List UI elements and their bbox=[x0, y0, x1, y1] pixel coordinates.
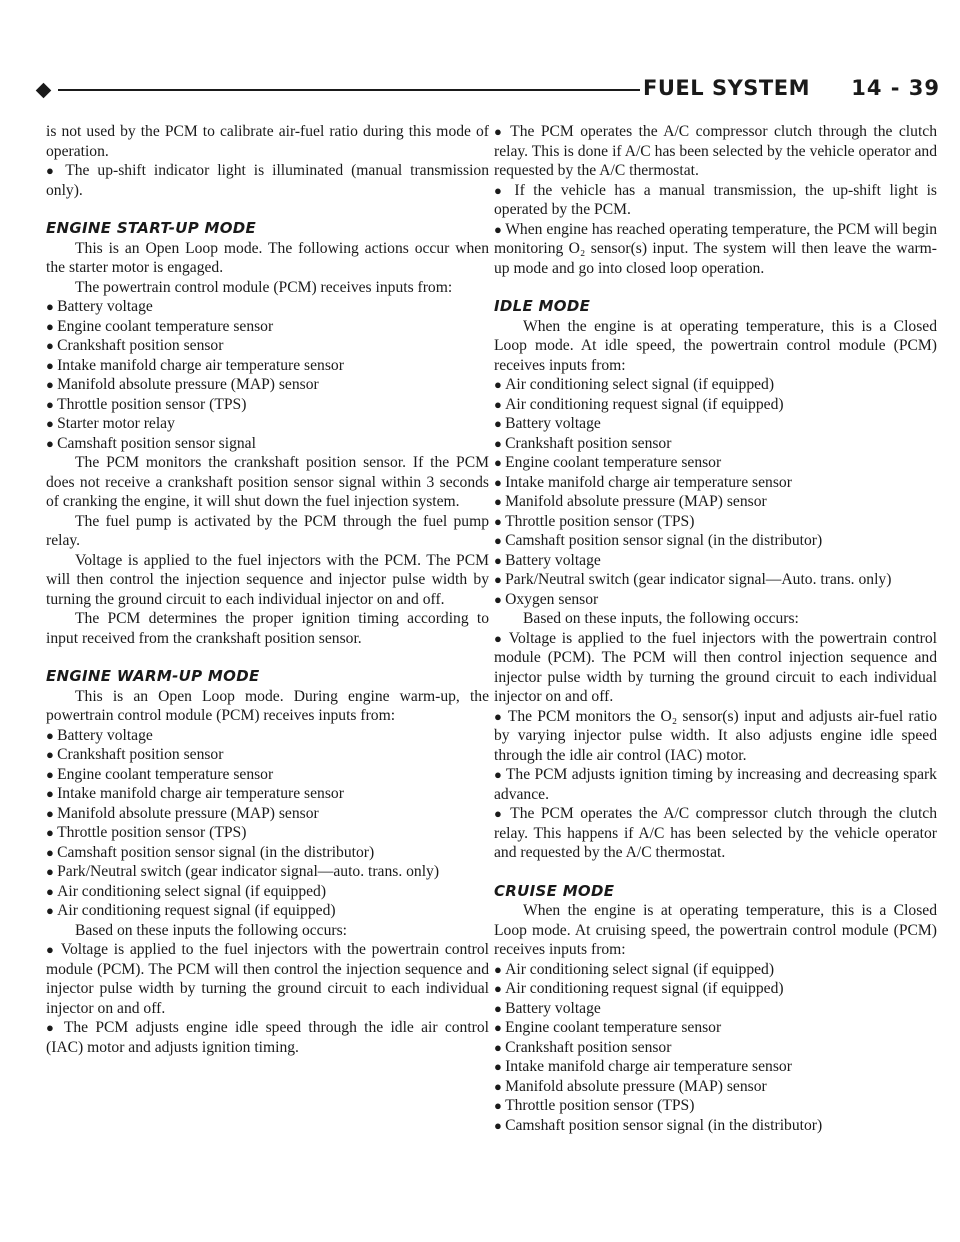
bullet-item: ● Engine coolant temperature sensor bbox=[494, 1018, 937, 1038]
bullet-item: ● Intake manifold charge air temperature sensor bbox=[46, 356, 489, 376]
bullet-item: ● Crankshaft position sensor bbox=[46, 745, 489, 765]
paragraph: When the engine is at operating temperature, this is a Closed Loop mode. At cruising speed, the powertrain control module (PCM) receives inputs from: bbox=[494, 902, 937, 958]
bullet-item: ● Oxygen sensor bbox=[494, 590, 937, 610]
bullet-item: ● Voltage is applied to the fuel injectors with the powertrain control module (PCM). The PCM will then control the injection sequence and injector pulse width by turning the ground circuit to each individual injector on and off. bbox=[46, 940, 489, 1018]
bullet-item: ● Manifold absolute pressure (MAP) sensor bbox=[46, 804, 489, 824]
bullet-item: ● Park/Neutral switch (gear indicator signal—Auto. trans. only) bbox=[494, 570, 937, 590]
paragraph: The PCM determines the proper ignition timing according to input received from the crankshaft position sensor. bbox=[46, 610, 489, 647]
bullet-item: ● Camshaft position sensor signal (in the distributor) bbox=[46, 843, 489, 863]
bullet-item: ● The PCM operates the A/C compressor clutch through the clutch relay. This is done if A/C has been selected by the vehicle operator and requested by the A/C thermostat. bbox=[494, 122, 937, 181]
bullet-item: ● Manifold absolute pressure (MAP) sensor bbox=[494, 492, 937, 512]
bullet-item: ● Battery voltage bbox=[46, 297, 489, 317]
paragraph: The powertrain control module (PCM) receives inputs from: bbox=[75, 278, 453, 296]
bullet-item: ● Engine coolant temperature sensor bbox=[46, 765, 489, 785]
bullet-item: ● Starter motor relay bbox=[46, 414, 489, 434]
paragraph: When the engine is at operating temperature, this is a Closed Loop mode. At idle speed, the powertrain control module (PCM) receives inputs from: bbox=[494, 317, 937, 374]
bullet-item: ● Manifold absolute pressure (MAP) sensor bbox=[494, 1077, 937, 1097]
bullet-item: ● Throttle position sensor (TPS) bbox=[46, 395, 489, 415]
paragraph: Based on these inputs the following occurs: bbox=[75, 921, 347, 939]
bullet-item: ● Crankshaft position sensor bbox=[494, 1038, 937, 1058]
bullet-item: ● Throttle position sensor (TPS) bbox=[46, 823, 489, 843]
bullet-item: ● Battery voltage bbox=[494, 414, 937, 434]
bullet-item: ● Air conditioning request signal (if equipped) bbox=[494, 395, 937, 415]
page-number: 14 - 39 bbox=[851, 76, 940, 100]
bullet-item: ● Battery voltage bbox=[46, 726, 489, 746]
bullet-item: ● The PCM monitors the O₂ sensor(s) input and adjusts air-fuel ratio by varying injector pulse width. It also adjusts engine idle speed through the idle air control (IAC) motor. bbox=[494, 707, 937, 766]
bullet-item: ● The PCM adjusts ignition timing by increasing and decreasing spark advance. bbox=[494, 765, 937, 804]
bullet-item: ● Camshaft position sensor signal (in the distributor) bbox=[494, 531, 937, 551]
bullet-item: ● Battery voltage bbox=[494, 999, 937, 1019]
paragraph: This is an Open Loop mode. During engine warm-up, the powertrain control module (PCM) receives inputs from: bbox=[46, 687, 489, 724]
paragraph: Voltage is applied to the fuel injectors with the PCM. The PCM will then control the injection sequence and injector pulse width by turning the ground circuit to each individual injector on and off. bbox=[46, 551, 489, 608]
bullet-item: ● Engine coolant temperature sensor bbox=[494, 453, 937, 473]
paragraph: is not used by the PCM to calibrate air-fuel ratio during this mode of operation. bbox=[46, 123, 489, 160]
bullet-item: ● Manifold absolute pressure (MAP) sensor bbox=[46, 375, 489, 395]
paragraph: The PCM monitors the crankshaft position sensor. If the PCM does not receive a crankshaft position sensor signal within 3 seconds of cranking the engine, it will shut down the fuel injection system. bbox=[46, 454, 489, 510]
bullet-item: ● Air conditioning select signal (if equipped) bbox=[46, 882, 489, 902]
page-header bbox=[38, 76, 940, 110]
section-heading-warmup: ENGINE WARM-UP MODE bbox=[46, 667, 260, 685]
bullet-item: ● Throttle position sensor (TPS) bbox=[494, 1096, 937, 1116]
bullet-item: ● Engine coolant temperature sensor bbox=[46, 317, 489, 337]
section-heading-cruise: CRUISE MODE bbox=[494, 881, 615, 900]
bullet-item: ● The PCM adjusts engine idle speed through the idle air control (IAC) motor and adjusts ignition timing. bbox=[46, 1018, 489, 1057]
bullet-item: ● Air conditioning select signal (if equipped) bbox=[494, 375, 937, 395]
bullet-item: ● Intake manifold charge air temperature sensor bbox=[494, 1057, 937, 1077]
bullet-item: ● Crankshaft position sensor bbox=[46, 336, 489, 356]
section-title: FUEL SYSTEM bbox=[643, 76, 810, 100]
bullet-item: ● Air conditioning request signal (if equipped) bbox=[46, 901, 489, 921]
diamond-bullet-icon bbox=[36, 83, 52, 99]
bullet-item: ● When engine has reached operating temperature, the PCM will begin monitoring O₂ sensor(s) input. The system will then leave the warm-up mode and go into closed loop operation. bbox=[494, 220, 937, 279]
left-column bbox=[46, 122, 489, 1057]
bullet-item: ● The up-shift indicator light is illuminated (manual transmission only). bbox=[46, 161, 489, 200]
paragraph: This is an Open Loop mode. The following actions occur when the starter motor is engaged. bbox=[46, 239, 489, 276]
bullet-item: ● If the vehicle has a manual transmission, the up-shift light is operated by the PCM. bbox=[494, 181, 937, 220]
paragraph: The fuel pump is activated by the PCM through the fuel pump relay. bbox=[46, 512, 489, 549]
bullet-item: ● Intake manifold charge air temperature sensor bbox=[494, 473, 937, 493]
bullet-item: ● Crankshaft position sensor bbox=[494, 434, 937, 454]
bullet-item: ● Air conditioning select signal (if equipped) bbox=[494, 960, 937, 980]
bullet-item: ● The PCM operates the A/C compressor clutch through the clutch relay. This happens if A/C has been selected by the vehicle operator and requested by the A/C thermostat. bbox=[494, 804, 937, 863]
bullet-item: ● Throttle position sensor (TPS) bbox=[494, 512, 937, 532]
bullet-item: ● Battery voltage bbox=[494, 551, 937, 571]
bullet-item: ● Park/Neutral switch (gear indicator signal—auto. trans. only) bbox=[46, 862, 489, 882]
bullet-item: ● Camshaft position sensor signal (in the distributor) bbox=[494, 1116, 937, 1136]
bullet-item: ● Voltage is applied to the fuel injectors with the powertrain control module (PCM). The PCM will then control injection sequence and injector pulse width by turning the ground circuit to each individual injector on and off. bbox=[494, 629, 937, 707]
right-column bbox=[494, 122, 937, 1135]
bullet-item: ● Camshaft position sensor signal bbox=[46, 434, 489, 454]
bullet-item: ● Intake manifold charge air temperature sensor bbox=[46, 784, 489, 804]
section-heading-startup: ENGINE START-UP MODE bbox=[46, 219, 257, 237]
bullet-item: ● Air conditioning request signal (if equipped) bbox=[494, 979, 937, 999]
paragraph: Based on these inputs, the following occurs: bbox=[523, 610, 799, 627]
header-rule bbox=[58, 89, 640, 91]
section-heading-idle: IDLE MODE bbox=[494, 297, 591, 315]
